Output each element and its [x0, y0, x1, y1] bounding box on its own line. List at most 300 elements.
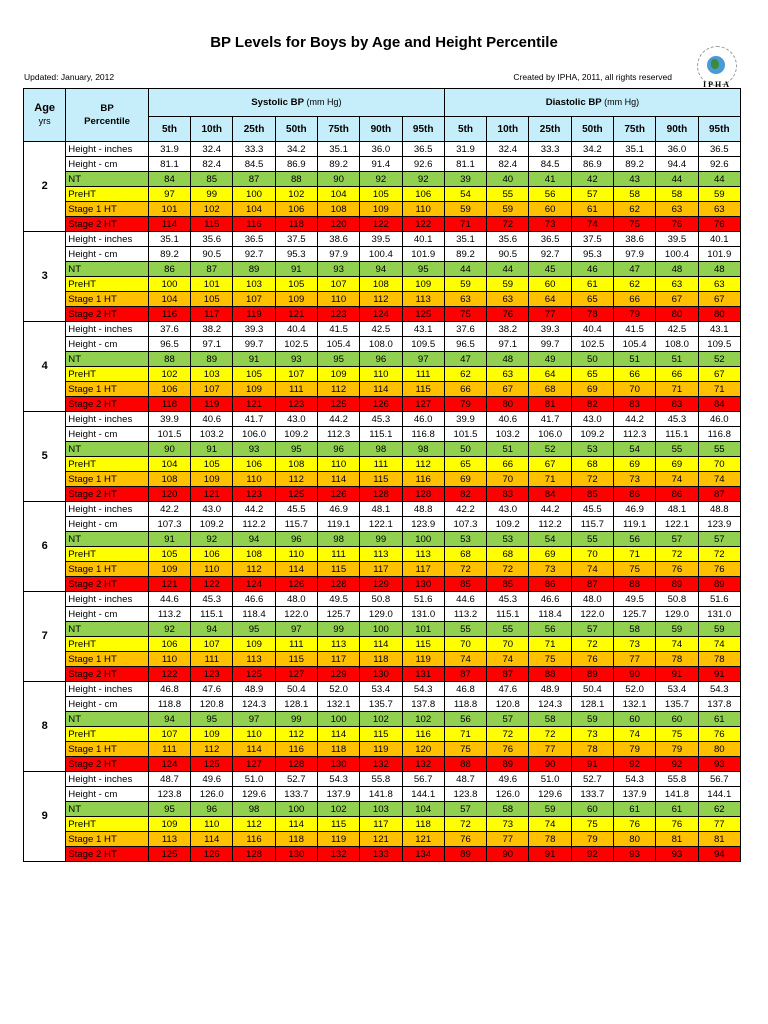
value-cell: 58 — [487, 802, 529, 817]
value-cell: 72 — [487, 727, 529, 742]
value-cell: 69 — [444, 472, 486, 487]
table-row — [24, 562, 741, 577]
value-cell: 38.2 — [487, 322, 529, 337]
header-age-unit: yrs — [38, 116, 51, 126]
value-cell: 116 — [233, 832, 275, 847]
value-cell: 137.8 — [402, 697, 444, 712]
value-cell: 56 — [529, 622, 571, 637]
value-cell: 49.6 — [487, 772, 529, 787]
value-cell: 48.8 — [698, 502, 740, 517]
value-cell: 137.8 — [698, 697, 740, 712]
value-cell: 113 — [317, 637, 359, 652]
value-cell: 122 — [360, 217, 402, 232]
value-cell: 80 — [656, 307, 698, 322]
value-cell: 74 — [656, 637, 698, 652]
value-cell: 92.6 — [698, 157, 740, 172]
value-cell: 63 — [444, 292, 486, 307]
table-row — [24, 322, 741, 337]
value-cell: 35.1 — [148, 232, 190, 247]
value-cell: 93 — [233, 442, 275, 457]
value-cell: 41 — [529, 172, 571, 187]
value-cell: 76 — [656, 562, 698, 577]
value-cell: 67 — [656, 292, 698, 307]
value-cell: 78 — [529, 832, 571, 847]
value-cell: 53 — [571, 442, 613, 457]
value-cell: 39.9 — [148, 412, 190, 427]
row-label: Stage 2 HT — [66, 847, 149, 862]
value-cell: 87 — [233, 172, 275, 187]
value-cell: 47.6 — [191, 682, 233, 697]
page-title: BP Levels for Boys by Age and Height Percentile — [210, 34, 558, 51]
value-cell: 137.9 — [614, 787, 656, 802]
value-cell: 74 — [571, 217, 613, 232]
value-cell: 80 — [487, 397, 529, 412]
value-cell: 45.3 — [360, 412, 402, 427]
value-cell: 72 — [571, 472, 613, 487]
value-cell: 37.6 — [444, 322, 486, 337]
value-cell: 59 — [656, 622, 698, 637]
value-cell: 114 — [360, 637, 402, 652]
value-cell: 48.7 — [444, 772, 486, 787]
value-cell: 48 — [698, 262, 740, 277]
table-row — [24, 142, 741, 157]
value-cell: 44 — [656, 172, 698, 187]
value-cell: 83 — [487, 487, 529, 502]
value-cell: 119.1 — [317, 517, 359, 532]
value-cell: 35.1 — [614, 142, 656, 157]
value-cell: 125 — [233, 667, 275, 682]
value-cell: 55 — [656, 442, 698, 457]
value-cell: 97 — [275, 622, 317, 637]
value-cell: 55 — [571, 532, 613, 547]
table-row — [24, 217, 741, 232]
value-cell: 44.6 — [148, 592, 190, 607]
value-cell: 82 — [571, 397, 613, 412]
value-cell: 71 — [444, 727, 486, 742]
value-cell: 132.1 — [317, 697, 359, 712]
value-cell: 127 — [402, 397, 444, 412]
value-cell: 117 — [402, 562, 444, 577]
value-cell: 72 — [487, 217, 529, 232]
value-cell: 109 — [148, 817, 190, 832]
value-cell: 100 — [275, 802, 317, 817]
value-cell: 112 — [191, 742, 233, 757]
value-cell: 129.6 — [233, 787, 275, 802]
value-cell: 97 — [402, 352, 444, 367]
value-cell: 126 — [317, 487, 359, 502]
row-label: Stage 2 HT — [66, 487, 149, 502]
value-cell: 94.4 — [656, 157, 698, 172]
row-label: Height - cm — [66, 607, 149, 622]
value-cell: 76 — [698, 562, 740, 577]
value-cell: 123.8 — [148, 787, 190, 802]
age-cell: 2 — [24, 142, 66, 232]
value-cell: 46.8 — [444, 682, 486, 697]
value-cell: 74 — [698, 637, 740, 652]
value-cell: 58 — [614, 622, 656, 637]
value-cell: 119 — [191, 397, 233, 412]
value-cell: 114 — [275, 817, 317, 832]
value-cell: 57 — [444, 802, 486, 817]
value-cell: 87 — [444, 667, 486, 682]
value-cell: 112 — [317, 382, 359, 397]
value-cell: 109.2 — [571, 427, 613, 442]
value-cell: 66 — [444, 382, 486, 397]
value-cell: 123 — [317, 307, 359, 322]
value-cell: 125.7 — [614, 607, 656, 622]
row-label: Height - inches — [66, 592, 149, 607]
value-cell: 32.4 — [191, 142, 233, 157]
value-cell: 37.5 — [571, 232, 613, 247]
row-label: PreHT — [66, 277, 149, 292]
value-cell: 133 — [360, 847, 402, 862]
value-cell: 56 — [614, 532, 656, 547]
value-cell: 57 — [656, 532, 698, 547]
value-cell: 94 — [360, 262, 402, 277]
value-cell: 91 — [571, 757, 613, 772]
value-cell: 124 — [233, 577, 275, 592]
value-cell: 41.7 — [529, 412, 571, 427]
value-cell: 63 — [698, 277, 740, 292]
value-cell: 56 — [529, 187, 571, 202]
row-label: NT — [66, 712, 149, 727]
value-cell: 72 — [487, 562, 529, 577]
value-cell: 48.9 — [529, 682, 571, 697]
value-cell: 114 — [191, 832, 233, 847]
table-row — [24, 172, 741, 187]
value-cell: 84.5 — [529, 157, 571, 172]
value-cell: 112.2 — [233, 517, 275, 532]
value-cell: 59 — [571, 712, 613, 727]
value-cell: 126.0 — [487, 787, 529, 802]
value-cell: 90 — [317, 172, 359, 187]
value-cell: 112 — [402, 457, 444, 472]
value-cell: 88 — [614, 577, 656, 592]
value-cell: 36.5 — [529, 232, 571, 247]
value-cell: 128 — [233, 847, 275, 862]
value-cell: 102 — [402, 712, 444, 727]
percentile-header-systolic: 50th — [275, 117, 317, 142]
value-cell: 48.9 — [233, 682, 275, 697]
value-cell: 74 — [656, 472, 698, 487]
value-cell: 78 — [571, 307, 613, 322]
value-cell: 40.4 — [275, 322, 317, 337]
value-cell: 90 — [148, 442, 190, 457]
row-label: NT — [66, 802, 149, 817]
value-cell: 132 — [360, 757, 402, 772]
value-cell: 107 — [191, 382, 233, 397]
value-cell: 90 — [487, 847, 529, 862]
row-label: PreHT — [66, 637, 149, 652]
table-row — [24, 247, 741, 262]
row-label: PreHT — [66, 367, 149, 382]
value-cell: 42 — [571, 172, 613, 187]
row-label: Stage 1 HT — [66, 652, 149, 667]
value-cell: 76 — [487, 307, 529, 322]
value-cell: 133.7 — [571, 787, 613, 802]
value-cell: 131.0 — [698, 607, 740, 622]
header-age-label: Age — [34, 102, 56, 114]
value-cell: 51.6 — [698, 592, 740, 607]
value-cell: 123.9 — [402, 517, 444, 532]
value-cell: 124.3 — [233, 697, 275, 712]
value-cell: 54.3 — [698, 682, 740, 697]
value-cell: 92 — [360, 172, 402, 187]
value-cell: 109 — [191, 727, 233, 742]
value-cell: 40.1 — [698, 232, 740, 247]
value-cell: 55 — [698, 442, 740, 457]
value-cell: 81 — [656, 832, 698, 847]
header-age — [24, 89, 66, 142]
value-cell: 125 — [317, 397, 359, 412]
row-label: Stage 1 HT — [66, 562, 149, 577]
table-row — [24, 427, 741, 442]
value-cell: 92 — [571, 847, 613, 862]
value-cell: 135.7 — [656, 697, 698, 712]
value-cell: 43.0 — [487, 502, 529, 517]
value-cell: 90 — [529, 757, 571, 772]
value-cell: 109 — [148, 562, 190, 577]
value-cell: 115.7 — [275, 517, 317, 532]
value-cell: 46.6 — [529, 592, 571, 607]
table-row — [24, 487, 741, 502]
value-cell: 71 — [529, 637, 571, 652]
value-cell: 122.0 — [571, 607, 613, 622]
value-cell: 45.3 — [191, 592, 233, 607]
value-cell: 89 — [698, 577, 740, 592]
value-cell: 105 — [360, 187, 402, 202]
value-cell: 41.7 — [233, 412, 275, 427]
value-cell: 141.8 — [360, 787, 402, 802]
value-cell: 67 — [529, 457, 571, 472]
value-cell: 36.5 — [698, 142, 740, 157]
value-cell: 115.1 — [656, 427, 698, 442]
percentile-header-diastolic: 75th — [614, 117, 656, 142]
value-cell: 96 — [317, 442, 359, 457]
value-cell: 46.0 — [402, 412, 444, 427]
row-label: Height - inches — [66, 232, 149, 247]
value-cell: 127 — [233, 757, 275, 772]
value-cell: 68 — [571, 457, 613, 472]
value-cell: 81.1 — [148, 157, 190, 172]
value-cell: 65 — [444, 457, 486, 472]
value-cell: 103 — [191, 367, 233, 382]
value-cell: 105.4 — [317, 337, 359, 352]
value-cell: 45.5 — [275, 502, 317, 517]
value-cell: 116 — [275, 742, 317, 757]
value-cell: 55 — [487, 187, 529, 202]
table-row — [24, 547, 741, 562]
value-cell: 61 — [656, 802, 698, 817]
value-cell: 90.5 — [487, 247, 529, 262]
value-cell: 106 — [191, 547, 233, 562]
value-cell: 48 — [656, 262, 698, 277]
table-row — [24, 502, 741, 517]
value-cell: 78 — [656, 652, 698, 667]
value-cell: 86.9 — [571, 157, 613, 172]
value-cell: 35.1 — [317, 142, 359, 157]
value-cell: 71 — [444, 217, 486, 232]
value-cell: 113.2 — [148, 607, 190, 622]
value-cell: 64 — [529, 367, 571, 382]
value-cell: 105 — [191, 457, 233, 472]
value-cell: 100 — [233, 187, 275, 202]
age-cell: 5 — [24, 412, 66, 502]
value-cell: 86 — [614, 487, 656, 502]
value-cell: 131.0 — [402, 607, 444, 622]
value-cell: 87 — [571, 577, 613, 592]
value-cell: 108 — [275, 457, 317, 472]
value-cell: 76 — [444, 832, 486, 847]
value-cell: 77 — [487, 832, 529, 847]
row-label: NT — [66, 622, 149, 637]
value-cell: 78 — [698, 652, 740, 667]
value-cell: 112.3 — [614, 427, 656, 442]
value-cell: 121 — [275, 307, 317, 322]
value-cell: 137.9 — [317, 787, 359, 802]
value-cell: 105 — [148, 547, 190, 562]
value-cell: 86 — [148, 262, 190, 277]
value-cell: 118.4 — [233, 607, 275, 622]
value-cell: 81 — [529, 397, 571, 412]
table-row — [24, 187, 741, 202]
value-cell: 88 — [148, 352, 190, 367]
value-cell: 59 — [487, 202, 529, 217]
value-cell: 124 — [360, 307, 402, 322]
value-cell: 102.5 — [275, 337, 317, 352]
value-cell: 44 — [444, 262, 486, 277]
value-cell: 79 — [614, 307, 656, 322]
value-cell: 107 — [317, 277, 359, 292]
value-cell: 95 — [233, 622, 275, 637]
value-cell: 120 — [148, 487, 190, 502]
value-cell: 121 — [233, 397, 275, 412]
value-cell: 57 — [571, 622, 613, 637]
value-cell: 115 — [402, 382, 444, 397]
age-cell: 4 — [24, 322, 66, 412]
value-cell: 112 — [233, 562, 275, 577]
value-cell: 129 — [317, 667, 359, 682]
value-cell: 39 — [444, 172, 486, 187]
table-row — [24, 202, 741, 217]
value-cell: 86 — [529, 577, 571, 592]
table-row — [24, 292, 741, 307]
percentile-header-diastolic: 25th — [529, 117, 571, 142]
table-row — [24, 442, 741, 457]
value-cell: 101.5 — [148, 427, 190, 442]
value-cell: 103 — [360, 802, 402, 817]
value-cell: 109.2 — [191, 517, 233, 532]
value-cell: 109 — [275, 292, 317, 307]
value-cell: 130 — [275, 847, 317, 862]
value-cell: 113 — [233, 652, 275, 667]
value-cell: 108 — [360, 277, 402, 292]
value-cell: 92 — [656, 757, 698, 772]
value-cell: 130 — [317, 757, 359, 772]
value-cell: 55.8 — [360, 772, 402, 787]
row-label: Stage 2 HT — [66, 217, 149, 232]
value-cell: 72 — [656, 547, 698, 562]
value-cell: 96 — [360, 352, 402, 367]
value-cell: 128 — [275, 757, 317, 772]
value-cell: 68 — [444, 547, 486, 562]
value-cell: 71 — [698, 382, 740, 397]
value-cell: 110 — [233, 727, 275, 742]
value-cell: 100.4 — [656, 247, 698, 262]
value-cell: 86 — [656, 487, 698, 502]
value-cell: 48.0 — [571, 592, 613, 607]
row-label: PreHT — [66, 457, 149, 472]
header-diastolic — [444, 89, 740, 117]
table-row — [24, 367, 741, 382]
table-row — [24, 457, 741, 472]
value-cell: 102 — [360, 712, 402, 727]
value-cell: 96.5 — [148, 337, 190, 352]
value-cell: 63 — [698, 202, 740, 217]
value-cell: 144.1 — [698, 787, 740, 802]
value-cell: 56.7 — [402, 772, 444, 787]
row-label: Height - inches — [66, 772, 149, 787]
value-cell: 75 — [444, 742, 486, 757]
value-cell: 34.2 — [571, 142, 613, 157]
value-cell: 49.6 — [191, 772, 233, 787]
value-cell: 120 — [317, 217, 359, 232]
value-cell: 51.6 — [402, 592, 444, 607]
value-cell: 94 — [148, 712, 190, 727]
header-systolic — [148, 89, 444, 117]
value-cell: 102 — [148, 367, 190, 382]
value-cell: 80 — [698, 742, 740, 757]
value-cell: 99.7 — [529, 337, 571, 352]
value-cell: 106 — [148, 382, 190, 397]
value-cell: 105.4 — [614, 337, 656, 352]
value-cell: 48.1 — [360, 502, 402, 517]
table-row — [24, 667, 741, 682]
value-cell: 32.4 — [487, 142, 529, 157]
value-cell: 133.7 — [275, 787, 317, 802]
value-cell: 31.9 — [444, 142, 486, 157]
value-cell: 109.2 — [487, 517, 529, 532]
value-cell: 118 — [402, 817, 444, 832]
value-cell: 109 — [233, 637, 275, 652]
value-cell: 110 — [317, 292, 359, 307]
table-row — [24, 817, 741, 832]
value-cell: 54 — [529, 532, 571, 547]
value-cell: 62 — [698, 802, 740, 817]
table-row — [24, 262, 741, 277]
value-cell: 107.3 — [148, 517, 190, 532]
row-label: Height - cm — [66, 427, 149, 442]
value-cell: 134 — [402, 847, 444, 862]
row-label: NT — [66, 262, 149, 277]
value-cell: 48.8 — [402, 502, 444, 517]
value-cell: 79 — [571, 832, 613, 847]
value-cell: 71 — [529, 472, 571, 487]
percentile-header-systolic: 95th — [402, 117, 444, 142]
table-row — [24, 652, 741, 667]
value-cell: 122 — [191, 577, 233, 592]
value-cell: 84 — [148, 172, 190, 187]
value-cell: 95.3 — [571, 247, 613, 262]
value-cell: 89 — [656, 577, 698, 592]
value-cell: 76 — [656, 217, 698, 232]
value-cell: 42.5 — [360, 322, 402, 337]
value-cell: 109 — [233, 382, 275, 397]
value-cell: 61 — [698, 712, 740, 727]
table-row — [24, 157, 741, 172]
value-cell: 46.9 — [317, 502, 359, 517]
value-cell: 36.0 — [360, 142, 402, 157]
